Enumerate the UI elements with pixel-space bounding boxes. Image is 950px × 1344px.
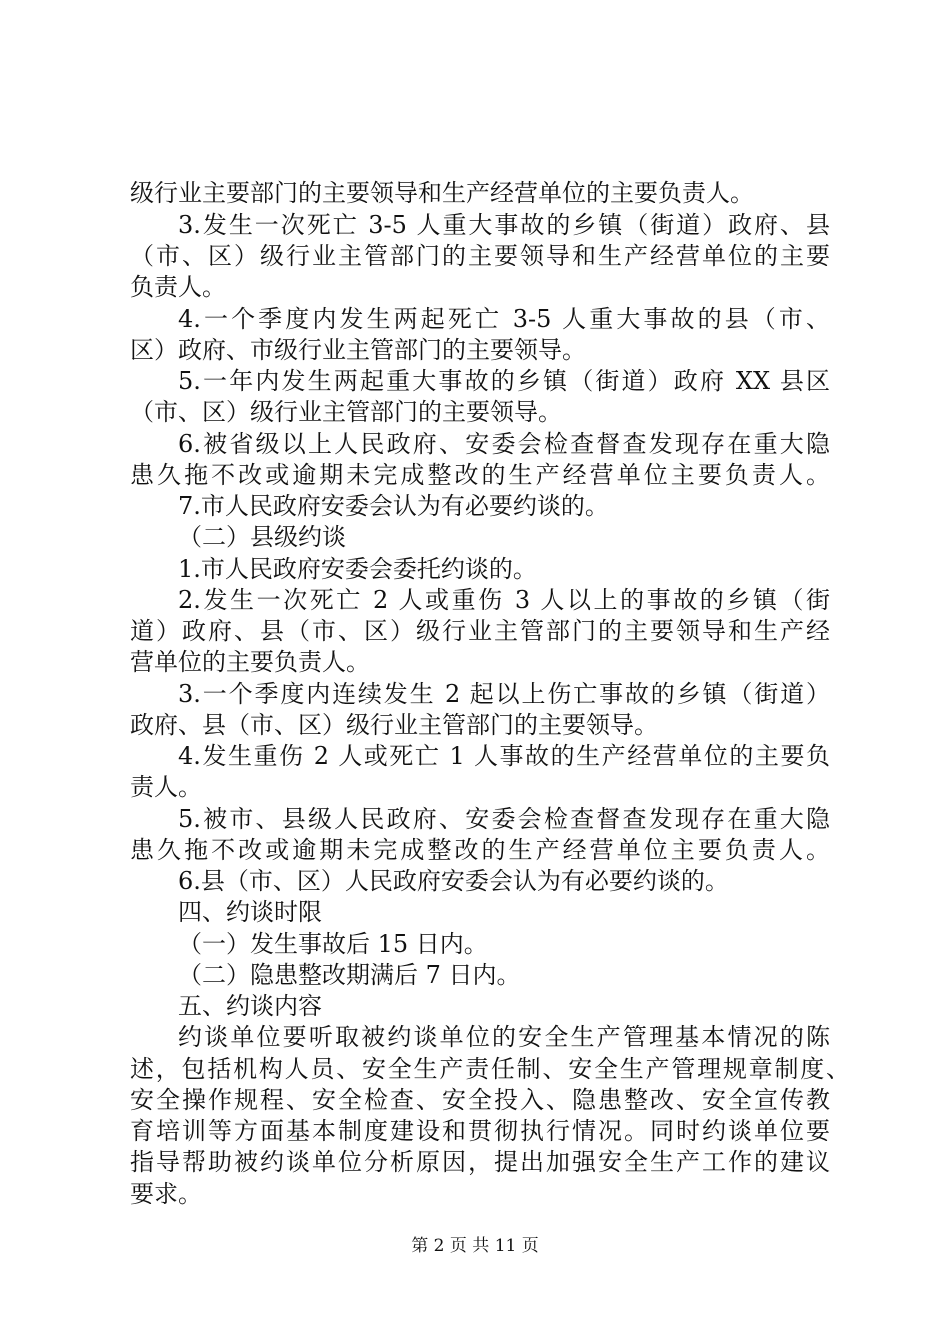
- text-line: （一）发生事故后 15 日内。: [178, 930, 488, 958]
- section-heading: 四、约谈时限: [178, 898, 322, 926]
- text-line: 营单位的主要负责人。: [130, 648, 370, 676]
- text-line: 5.被市、县级人民政府、安委会检查督查发现存在重大隐: [178, 805, 830, 833]
- text-line: 区）政府、市级行业主管部门的主要领导。: [130, 336, 586, 364]
- text-line: 3.发生一次死亡 3-5 人重大事故的乡镇（街道）政府、县: [178, 211, 830, 239]
- text-line: 安全操作规程、安全检查、安全投入、隐患整改、安全宣传教: [130, 1086, 830, 1114]
- text-line: 5.一年内发生两起重大事故的乡镇（街道）政府 XX 县区: [178, 367, 830, 395]
- text-line: （市、区）级行业主管部门的主要领导。: [130, 398, 562, 426]
- text-line: 2.发生一次死亡 2 人或重伤 3 人以上的事故的乡镇（街: [178, 586, 830, 614]
- text-line: （二）隐患整改期满后 7 日内。: [178, 961, 521, 989]
- text-line: 道）政府、县（市、区）级行业主管部门的主要领导和生产经: [130, 617, 830, 645]
- text-line: 级行业主要部门的主要领导和生产经营单位的主要负责人。: [130, 179, 754, 207]
- text-line: 患久拖不改或逾期未完成整改的生产经营单位主要负责人。: [130, 461, 830, 489]
- text-line: 患久拖不改或逾期未完成整改的生产经营单位主要负责人。: [130, 836, 830, 864]
- text-line: 责人。: [130, 773, 202, 801]
- text-line: 3.一个季度内连续发生 2 起以上伤亡事故的乡镇（街道）: [178, 680, 830, 708]
- text-line: 4.发生重伤 2 人或死亡 1 人事故的生产经营单位的主要负: [178, 742, 830, 770]
- text-line: 政府、县（市、区）级行业主管部门的主要领导。: [130, 711, 658, 739]
- text-line: 指导帮助被约谈单位分析原因，提出加强安全生产工作的建议: [130, 1148, 830, 1176]
- text-line: 7.市人民政府安委会认为有必要约谈的。: [178, 492, 609, 520]
- text-line: 6.被省级以上人民政府、安委会检查督查发现存在重大隐: [178, 430, 830, 458]
- text-line: 4.一个季度内发生两起死亡 3-5 人重大事故的县（市、: [178, 305, 830, 333]
- text-line: 6.县（市、区）人民政府安委会认为有必要约谈的。: [178, 867, 729, 895]
- text-line: 1.市人民政府安委会委托约谈的。: [178, 555, 537, 583]
- text-line: 要求。: [130, 1180, 202, 1208]
- text-line: 负责人。: [130, 273, 226, 301]
- text-line: 育培训等方面基本制度建设和贯彻执行情况。同时约谈单位要: [130, 1117, 830, 1145]
- text-line: 述，包括机构人员、安全生产责任制、安全生产管理规章制度、: [130, 1055, 850, 1083]
- section-heading: 五、约谈内容: [178, 992, 322, 1020]
- section-heading: （二）县级约谈: [178, 523, 346, 551]
- page-number: 第 2 页 共 11 页: [411, 1236, 539, 1256]
- text-line: 约谈单位要听取被约谈单位的安全生产管理基本情况的陈: [178, 1023, 830, 1051]
- text-line: （市、区）级行业主管部门的主要领导和生产经营单位的主要: [130, 242, 830, 270]
